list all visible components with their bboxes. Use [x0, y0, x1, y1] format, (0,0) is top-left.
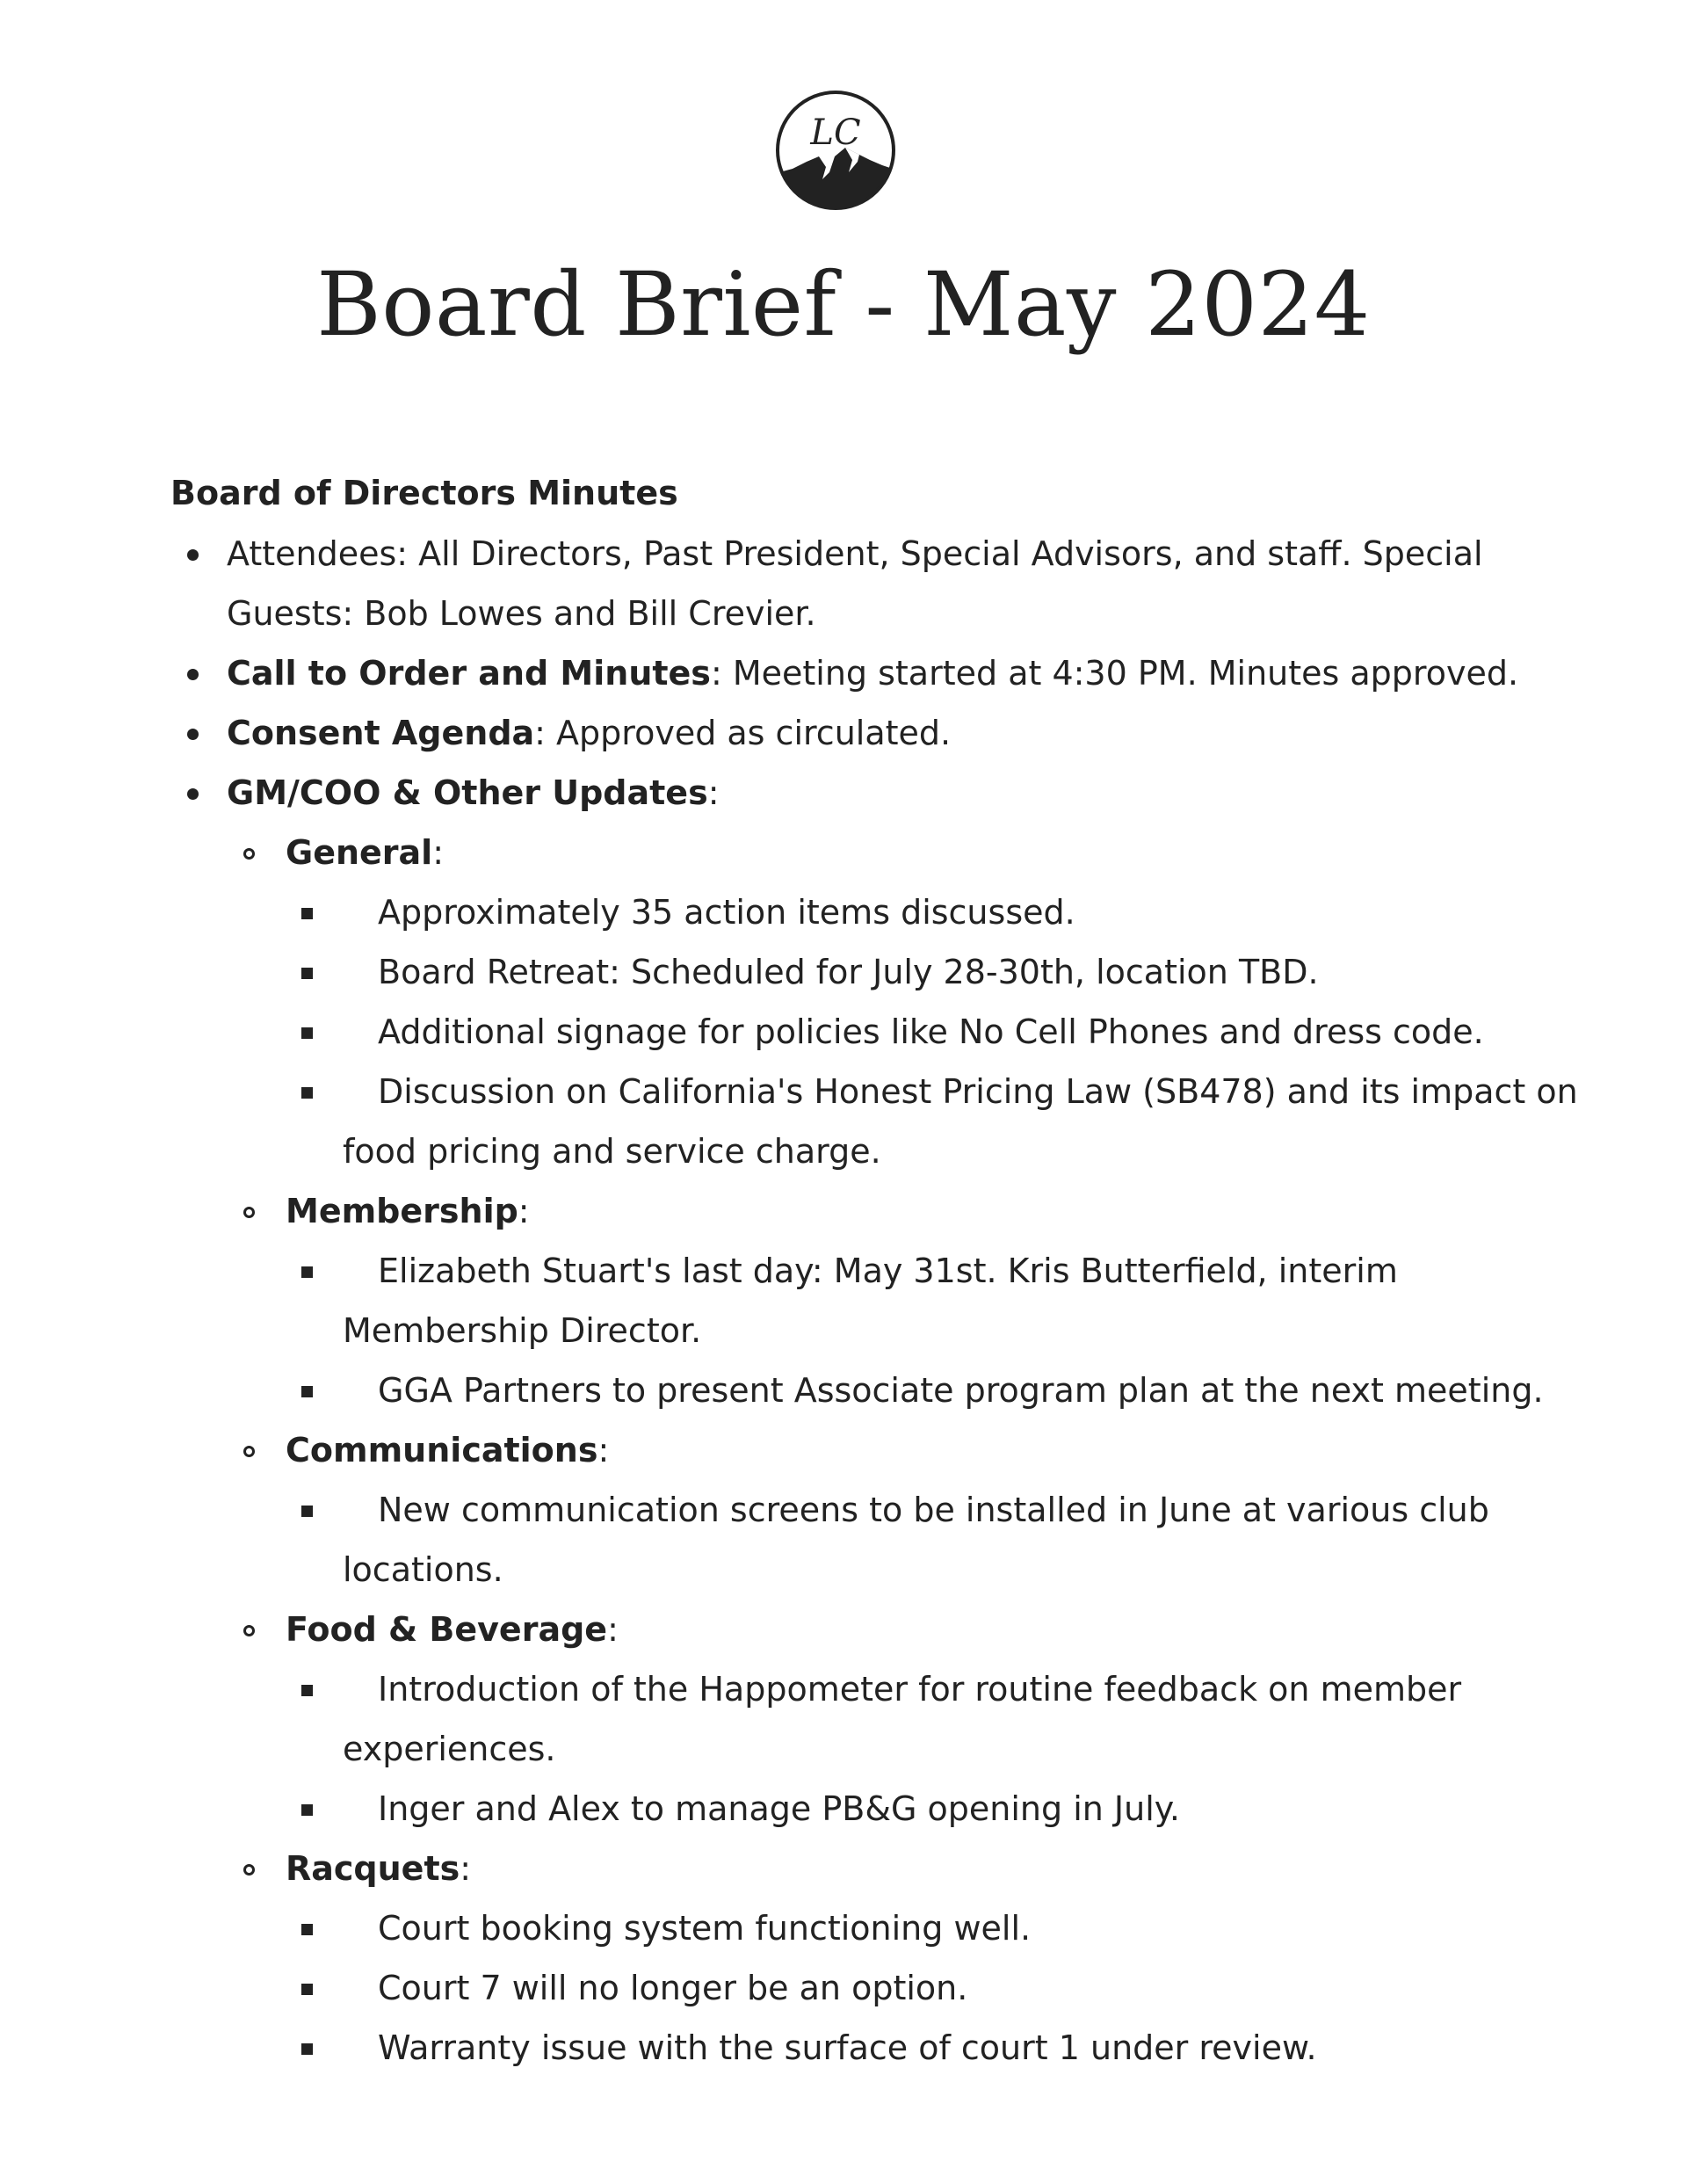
circle-bullet-icon	[243, 848, 255, 860]
bullet-icon	[187, 788, 199, 800]
communications-heading: Communications:	[286, 1431, 610, 1469]
item-text: :	[707, 773, 720, 812]
square-bullet-icon	[301, 1506, 313, 1517]
item-text: : Meeting started at 4:30 PM. Minutes approved.	[710, 654, 1519, 693]
general-item-2: Board Retreat: Scheduled for July 28-30th, location TBD.	[378, 953, 1319, 991]
square-bullet-icon	[301, 1027, 313, 1039]
page-title: Board Brief - May 2024	[316, 253, 1371, 356]
general-item-1: Approximately 35 action items discussed.	[378, 893, 1075, 932]
racquets-item-3: Warranty issue with the surface of court 1 under review.	[378, 2028, 1317, 2067]
square-bullet-icon	[301, 908, 313, 919]
logo-monogram: LC	[810, 112, 861, 153]
general-item-4-line-2: food pricing and service charge.	[343, 1132, 881, 1171]
racquets-heading: Racquets:	[286, 1849, 472, 1888]
updates-item	[227, 771, 720, 815]
membership-item-2: GGA Partners to present Associate program plan at the next meeting.	[378, 1371, 1544, 1410]
square-bullet-icon	[301, 1087, 313, 1099]
square-bullet-icon	[301, 2043, 313, 2055]
item-label: GM/COO & Other Updates	[227, 773, 708, 812]
square-bullet-icon	[301, 1386, 313, 1397]
general-heading: General:	[286, 833, 445, 872]
food-beverage-item-2: Inger and Alex to manage PB&G opening in July.	[378, 1789, 1180, 1828]
bullet-icon	[187, 549, 199, 561]
food-beverage-heading: Food & Beverage:	[286, 1610, 619, 1649]
item-text: : Approved as circulated.	[534, 714, 952, 752]
general-item-3: Additional signage for policies like No Cell Phones and dress code.	[378, 1012, 1484, 1051]
general-item-4-line-1: Discussion on California's Honest Pricing Law (SB478) and its impact on	[378, 1072, 1578, 1111]
food-beverage-item-1-line-1: Introduction of the Happometer for routine feedback on member	[378, 1670, 1462, 1709]
circle-bullet-icon	[243, 1446, 255, 1457]
item-label: Consent Agenda	[227, 714, 535, 752]
membership-item-1-line-2: Membership Director.	[343, 1311, 702, 1350]
membership-heading: Membership:	[286, 1192, 530, 1230]
membership-item-1-line-1: Elizabeth Stuart's last day: May 31st. Kris Butterfield, interim	[378, 1252, 1398, 1290]
communications-item-1-line-1: New communication screens to be installed in June at various club	[378, 1491, 1489, 1529]
square-bullet-icon	[301, 1266, 313, 1278]
communications-item-1-line-2: locations.	[343, 1550, 503, 1589]
section-heading: Board of Directors Minutes	[170, 474, 678, 512]
circle-bullet-icon	[243, 1864, 255, 1876]
square-bullet-icon	[301, 1924, 313, 1935]
racquets-item-1: Court booking system functioning well.	[378, 1909, 1032, 1948]
square-bullet-icon	[301, 1984, 313, 1995]
square-bullet-icon	[301, 968, 313, 979]
circle-bullet-icon	[243, 1625, 255, 1636]
square-bullet-icon	[301, 1685, 313, 1696]
attendees-line-2: Guests: Bob Lowes and Bill Crevier.	[227, 594, 816, 633]
bullet-icon	[187, 669, 199, 680]
square-bullet-icon	[301, 1804, 313, 1816]
item-label: Call to Order and Minutes	[227, 654, 711, 693]
attendees-line-1: Attendees: All Directors, Past President, Special Advisors, and staff. Special	[227, 534, 1483, 573]
bullet-icon	[187, 729, 199, 740]
circle-bullet-icon	[243, 1207, 255, 1218]
food-beverage-item-1-line-2: experiences.	[343, 1730, 556, 1768]
racquets-item-2: Court 7 will no longer be an option.	[378, 1969, 968, 2007]
call-to-order-item	[227, 651, 1518, 695]
consent-agenda-item	[227, 711, 951, 755]
